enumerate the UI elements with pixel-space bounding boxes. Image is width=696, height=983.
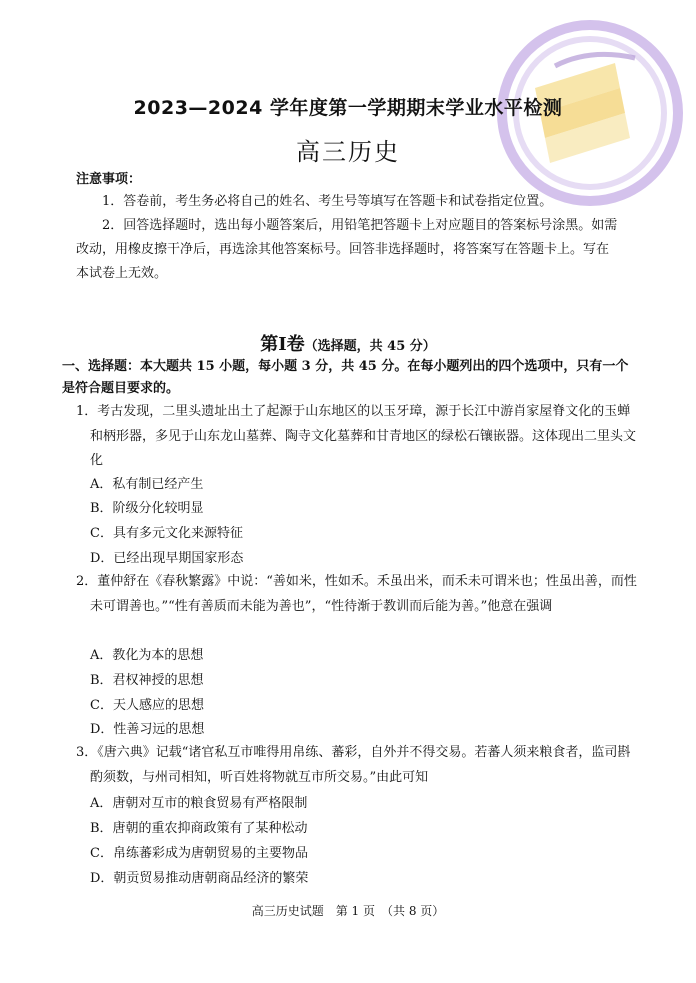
question-1-option-d: D．已经出现早期国家形态 xyxy=(90,551,244,566)
page-footer: 高三历史试题 第 1 页 （共 8 页） xyxy=(251,904,445,918)
question-3-option-c: C．帛练蕃彩成为唐朝贸易的主要物品 xyxy=(90,846,308,861)
question-2-option-c: C．天人感应的思想 xyxy=(90,698,204,713)
question-3-option-d: D．朝贡贸易推动唐朝商品经济的繁荣 xyxy=(90,871,309,886)
question-1-stem: 1．考古发现，二里头遗址出土了起源于山东地区的以玉牙璋，源于长江中游肖家屋脊文化的玉蝉和柄形器，多见于山东龙山墓葬、陶寺文化墓葬和甘青地区的绿松石镶嵌器。这体现出二里头文化 xyxy=(76,404,637,468)
notice-item-2: 2．回答选择题时，选出每小题答案后，用铅笔把答题卡上对应题目的答案标号涂黑。如需改动，用橡皮擦干净后，再选涂其他答案标号。回答非选择题时，将答案写在答题卡上。写在本试卷上无效。 xyxy=(76,218,618,281)
section-instructions: 一、选择题：本大题共 15 小题，每小题 3 分，共 45 分。在每小题列出的四个选项中，只有一个是符合题目要求的。 xyxy=(62,359,629,396)
question-2-option-b: B．君权神授的思想 xyxy=(90,673,204,688)
question-2-stem: 2．董仲舒在《春秋繁露》中说：“善如米，性如禾。禾虽出米，而禾未可谓米也；性虽出善，而性未可谓善也。”“性有善质而未能为善也”，“性待渐于教训而后能为善。”他意在强调 xyxy=(76,574,637,614)
notice-heading: 注意事项： xyxy=(76,172,142,187)
notice-item-1: 1．答卷前，考生务必将自己的姓名、考生号等填写在答题卡和试卷指定位置。 xyxy=(102,194,553,209)
question-1-option-b: B．阶级分化较明显 xyxy=(90,501,204,516)
question-1-option-a: A．私有制已经产生 xyxy=(90,477,204,492)
section-heading-main: 第Ⅰ卷 xyxy=(260,334,305,355)
section-heading xyxy=(0,330,696,356)
section-heading-sub: （选择题，共 45 分） xyxy=(304,339,436,354)
question-2-option-a: A．教化为本的思想 xyxy=(90,648,204,663)
question-3-stem: 3．《唐六典》记载“诸官私互市唯得用帛练、蕃彩，自外并不得交易。若蕃人须来粮食者，监司斟酌须数，与州司相知，听百姓将物就互市所交易。”由此可知 xyxy=(76,745,631,785)
exam-title: 2023—2024 学年度第一学期期末学业水平检测 xyxy=(133,97,563,119)
question-1-option-c: C．具有多元文化来源特征 xyxy=(90,526,243,541)
question-3-option-b: B．唐朝的重农抑商政策有了某种松动 xyxy=(90,821,308,836)
question-3-option-a: A．唐朝对互市的粮食贸易有严格限制 xyxy=(90,796,308,811)
question-2-option-d: D．性善习远的思想 xyxy=(90,722,205,737)
exam-subject: 高三历史 xyxy=(296,138,400,166)
